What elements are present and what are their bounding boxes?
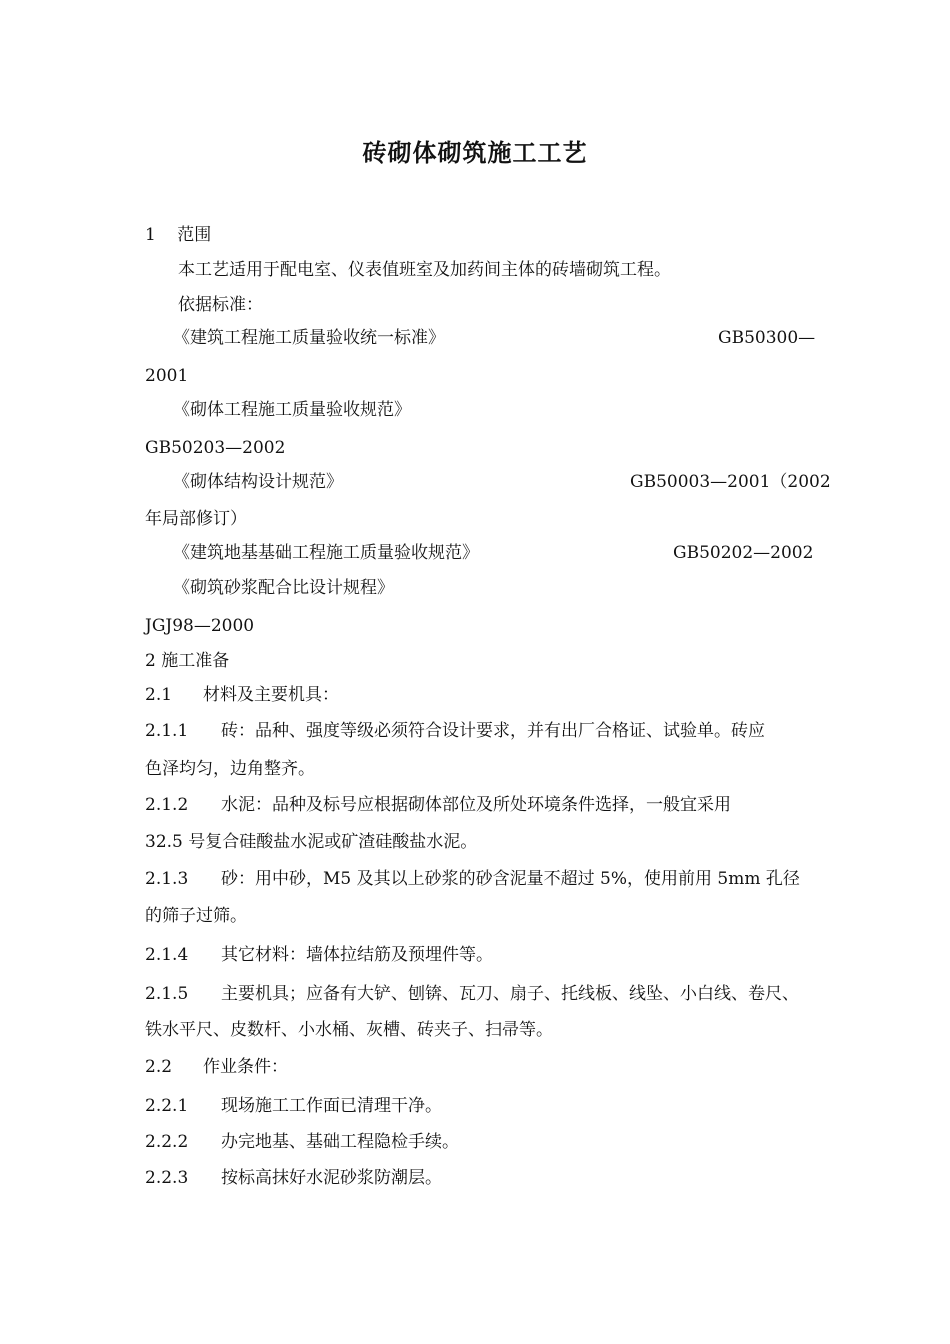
item-text: 砖：品种、强度等级必须符合设计要求，并有出厂合格证、试验单。砖应 xyxy=(221,721,765,741)
standard-code: GB50003—2001（2002 xyxy=(630,472,831,492)
condition-number: 2.2.2 xyxy=(145,1132,189,1152)
item-number: 2.1.3 xyxy=(145,869,189,889)
standard-code-continued: GB50203—2002 xyxy=(145,438,286,458)
item-2-1-5 xyxy=(145,983,799,1005)
condition-text: 办完地基、基础工程隐检手续。 xyxy=(221,1132,459,1152)
item-2-1-4 xyxy=(145,944,493,966)
condition-text: 现场施工工作面已清理干净。 xyxy=(221,1096,442,1116)
standard-code-continued: 年局部修订） xyxy=(145,509,247,529)
item-text: 砂：用中砂，M5 及其以上砂浆的砂含泥量不超过 5%，使用前用 5mm 孔径 xyxy=(221,869,800,889)
condition-2-2-1 xyxy=(145,1095,442,1117)
item-text-continued: 32.5 号复合硅酸盐水泥或矿渣硅酸盐水泥。 xyxy=(145,832,478,852)
standard-name: 《建筑工程施工质量验收统一标准》 xyxy=(173,328,445,348)
standard-name: 《砌体结构设计规范》 xyxy=(173,472,343,492)
item-text-continued: 的筛子过筛。 xyxy=(145,906,247,926)
subsection-label: 作业条件： xyxy=(203,1057,288,1077)
item-2-1-1 xyxy=(145,720,765,742)
subsection-2-1-heading xyxy=(145,684,339,706)
scope-paragraph: 本工艺适用于配电室、仪表值班室及加药间主体的砖墙砌筑工程。 xyxy=(178,260,671,280)
condition-number: 2.2.1 xyxy=(145,1096,189,1116)
item-text-continued: 色泽均匀，边角整齐。 xyxy=(145,759,315,779)
condition-2-2-2 xyxy=(145,1131,459,1153)
item-number: 2.1.2 xyxy=(145,795,189,815)
subsection-number: 2.2 xyxy=(145,1057,173,1077)
standard-code: GB50300— xyxy=(718,328,816,348)
section-2-heading: 2 施工准备 xyxy=(145,651,230,671)
item-text: 水泥：品种及标号应根据砌体部位及所处环境条件选择，一般宜采用 xyxy=(221,795,731,815)
section-1-heading xyxy=(145,224,211,246)
standard-name: 《建筑地基基础工程施工质量验收规范》 xyxy=(173,543,479,563)
standard-code-continued: 2001 xyxy=(145,366,189,386)
standard-code: GB50202—2002 xyxy=(673,543,814,563)
item-number: 2.1.5 xyxy=(145,984,189,1004)
condition-number: 2.2.3 xyxy=(145,1168,189,1188)
item-number: 2.1.4 xyxy=(145,945,189,965)
item-text: 主要机具；应备有大铲、刨锛、瓦刀、扇子、托线板、线坠、小白线、卷尺、 xyxy=(221,984,799,1004)
subsection-2-2-heading xyxy=(145,1056,288,1078)
subsection-label: 材料及主要机具： xyxy=(203,685,339,705)
section-number: 1 xyxy=(145,225,156,245)
item-text: 其它材料：墙体拉结筋及预埋件等。 xyxy=(221,945,493,965)
document-title: 砖砌体砌筑施工工艺 xyxy=(362,138,588,167)
item-number: 2.1.1 xyxy=(145,721,189,741)
standard-name: 《砌体工程施工质量验收规范》 xyxy=(173,400,411,420)
item-2-1-3 xyxy=(145,868,800,890)
section-label: 范围 xyxy=(177,225,212,245)
standard-code-continued: JGJ98—2000 xyxy=(145,616,255,636)
condition-2-2-3 xyxy=(145,1167,442,1189)
basis-label: 依据标准： xyxy=(178,295,263,315)
item-2-1-2 xyxy=(145,794,731,816)
condition-text: 按标高抹好水泥砂浆防潮层。 xyxy=(221,1168,442,1188)
item-text-continued: 铁水平尺、皮数杆、小水桶、灰槽、砖夹子、扫帚等。 xyxy=(145,1020,553,1040)
standard-name: 《砌筑砂浆配合比设计规程》 xyxy=(173,578,394,598)
subsection-number: 2.1 xyxy=(145,685,173,705)
